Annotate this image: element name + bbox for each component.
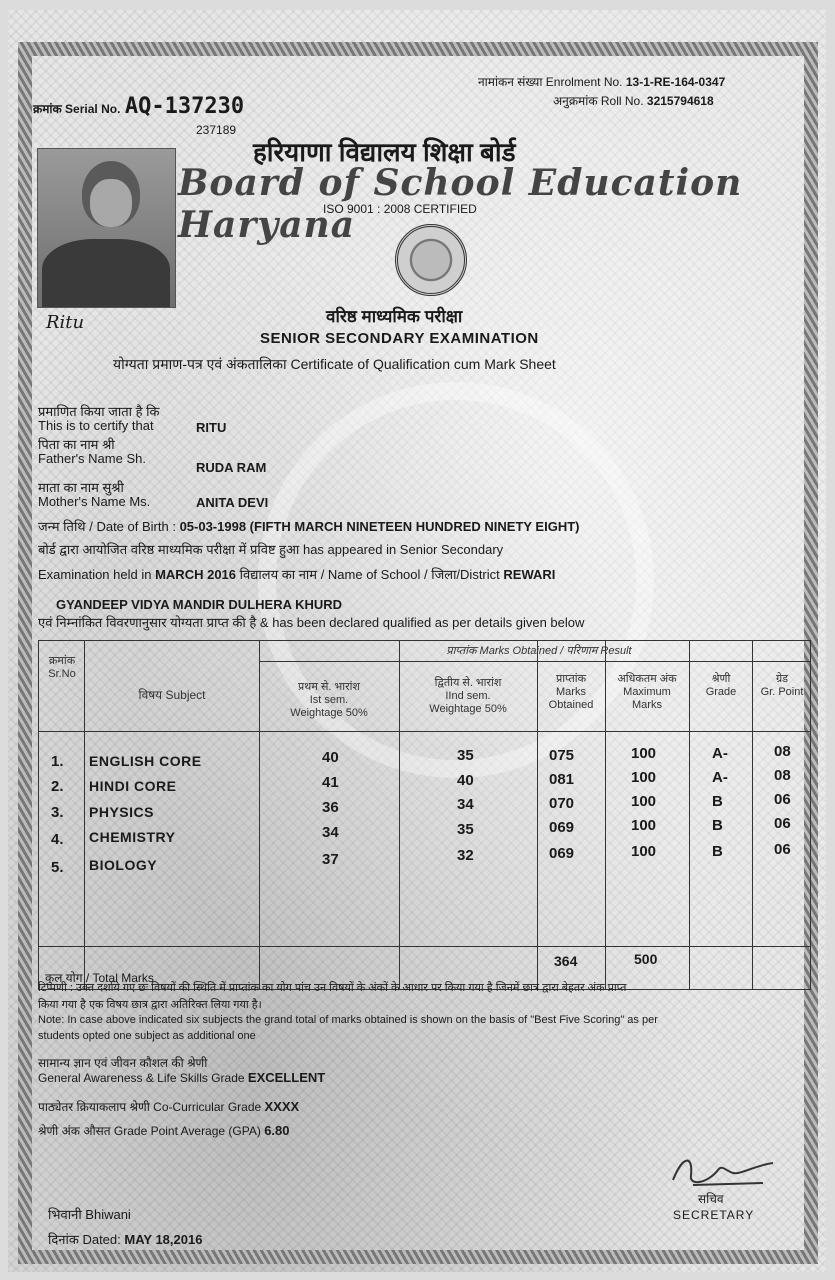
exam-name-english: SENIOR SECONDARY EXAMINATION [260, 330, 539, 347]
dob-label: जन्म तिथि / Date of Birth : [38, 519, 176, 534]
note-english-2: students opted one subject as additional one [38, 1030, 256, 1042]
mother-label-hindi: माता का नाम सुश्री [38, 480, 124, 495]
total-marks: 364 [554, 953, 578, 969]
iso-certified: ISO 9001 : 2008 CERTIFIED [323, 202, 477, 216]
certificate-title: योग्यता प्रमाण-पत्र एवं अंकतालिका Certificate of Qualification cum Mark Sheet [113, 356, 556, 372]
candidate-name: RITU [196, 420, 227, 435]
secretary-label-hindi: सचिव [698, 1192, 724, 1206]
note-english-1: Note: In case above indicated six subjects the grand total of marks obtained is shown on the basis of "Best Five Scoring" as per [38, 1014, 658, 1026]
dated-value: MAY 18,2016 [124, 1232, 203, 1247]
board-logo-icon [395, 224, 467, 296]
dob-value: 05-03-1998 (FIFTH MARCH NINETEEN HUNDRED NINETY EIGHT) [179, 519, 580, 534]
cocurricular-value: XXXX [264, 1099, 300, 1114]
gpa-label: श्रेणी अंक औसत Grade Point Average (GPA) [38, 1124, 261, 1138]
secretary-label: SECRETARY [673, 1208, 755, 1222]
candidate-photo [37, 148, 176, 308]
exam-name-hindi: वरिष्ठ माध्यमिक परीक्षा [326, 307, 463, 326]
marks-table: क्रमांक Sr.No विषय Subject प्राप्तांक Marks Obtained / परिणाम Result प्रथम से. भारांश Ist sem. Weightage 50% द्वितीय से. भारांश IInd sem. Weightage 50% प्राप्तांक Marks Obtained अधिकतम अंक Maximum Marks श्रेणी Grade ग्रेड Gr. Point 1. ENGLISH CORE 40 35 075 100 A- 08 2. HINDI CORE 41 40 081 100 A- 08 3. PHYSICS 36 34 070 100 B 06 4. CHEMISTRY 34 35 069 100 B 06 5. BIOLOGY 37 32 069 100 B 06 कुल योग / Total Marks 364 500 [38, 640, 811, 990]
note-hindi-2: किया गया है एक विषय छात्र द्वारा अतिरिक्त लिया गया है। [38, 999, 262, 1011]
mother-name: ANITA DEVI [196, 495, 269, 510]
header-marks-obtained: प्राप्तांक Marks Obtained / परिणाम Result [446, 645, 632, 657]
exam-held-line [38, 565, 555, 583]
header-sem2: द्वितीय से. भारांश IInd sem. Weightage 50% [429, 677, 507, 715]
serial-subnumber: 237189 [196, 123, 237, 137]
enrolment-line [478, 73, 725, 90]
gpa-line [38, 1122, 290, 1139]
school-label: विद्यालय का नाम / Name of School / जिला/District [239, 567, 500, 582]
header-sem1: प्रथम से. भारांश Ist sem. Weightage 50% [290, 681, 368, 719]
cocurricular-line [38, 1098, 299, 1115]
serial-label: क्रमांक Serial No. [33, 102, 121, 116]
district-value: REWARI [503, 567, 556, 582]
father-label-hindi: पिता का नाम श्री [38, 437, 115, 452]
exam-held-value: MARCH 2016 [155, 567, 237, 582]
header-max: अधिकतम अंक Maximum Marks [617, 673, 677, 711]
mother-label: Mother's Name Ms. [38, 494, 151, 509]
photo-signature: Ritu [46, 312, 85, 333]
general-awareness-value: EXCELLENT [247, 1070, 326, 1085]
enrolment-number: 13-1-RE-164-0347 [625, 75, 726, 89]
general-awareness-label: General Awareness & Life Skills Grade [38, 1071, 245, 1085]
certify-label: This is to certify that [38, 418, 154, 433]
cocurricular-label: पाठ्येतर क्रियाकलाप श्रेणी Co-Curricular Grade [38, 1100, 262, 1114]
appeared-text: बोर्ड द्वारा आयोजित वरिष्ठ माध्यमिक परीक्षा में प्रविष्ट हुआ has appeared in Senior Secondary [38, 542, 504, 557]
certificate-page [8, 10, 826, 1272]
header-subject: विषय Subject [138, 688, 206, 702]
general-awareness-line [38, 1070, 325, 1085]
father-label: Father's Name Sh. [38, 451, 146, 466]
certify-hindi: प्रमाणित किया जाता है कि [38, 404, 160, 419]
roll-number: 3215794618 [646, 94, 714, 108]
school-name: GYANDEEP VIDYA MANDIR DULHERA KHURD [56, 597, 343, 612]
exam-held-label: Examination held in [38, 567, 152, 582]
serial-number: AQ-137230 [124, 94, 245, 119]
enrolment-label: नामांकन संख्या Enrolment No. [478, 75, 623, 89]
header-srno: क्रमांक Sr.No [48, 655, 76, 680]
serial-line [33, 94, 244, 119]
header-marks: प्राप्तांक Marks Obtained [548, 673, 594, 711]
gpa-value: 6.80 [264, 1123, 290, 1138]
issue-place: भिवानी Bhiwani [48, 1207, 131, 1222]
roll-label: अनुक्रमांक Roll No. [553, 94, 644, 108]
qualified-text: एवं निम्नांकित विवरणानुसार योग्यता प्राप्त की है & has been declared qualified as per details given below [38, 615, 585, 630]
father-name: RUDA RAM [196, 460, 267, 475]
dob-line [38, 517, 579, 535]
roll-line [553, 92, 714, 109]
total-label: कुल योग / Total Marks [45, 971, 154, 985]
secretary-signature [663, 1145, 783, 1195]
general-awareness-hindi: सामान्य ज्ञान एवं जीवन कौशल की श्रेणी [38, 1056, 208, 1070]
total-max: 500 [634, 951, 658, 967]
dated-label: दिनांक Dated: [48, 1232, 121, 1247]
header-grade-point: ग्रेड Gr. Point [760, 673, 804, 698]
note-hindi-1: टिप्पणी : उक्त दर्शाये गए छः विषयों की स्थिति में प्राप्तांक का योग पांच उन विषयों के अंकों के आधार पर किया गया है जिनमें छात्र द्वारा बेहतर अंक प्राप्त [38, 982, 627, 994]
board-name-hindi: हरियाणा विद्यालय शिक्षा बोर्ड [253, 137, 516, 167]
header-grade: श्रेणी Grade [705, 673, 737, 698]
board-name-english: Board of School Education Haryana [178, 162, 743, 246]
dated-line [48, 1230, 202, 1248]
